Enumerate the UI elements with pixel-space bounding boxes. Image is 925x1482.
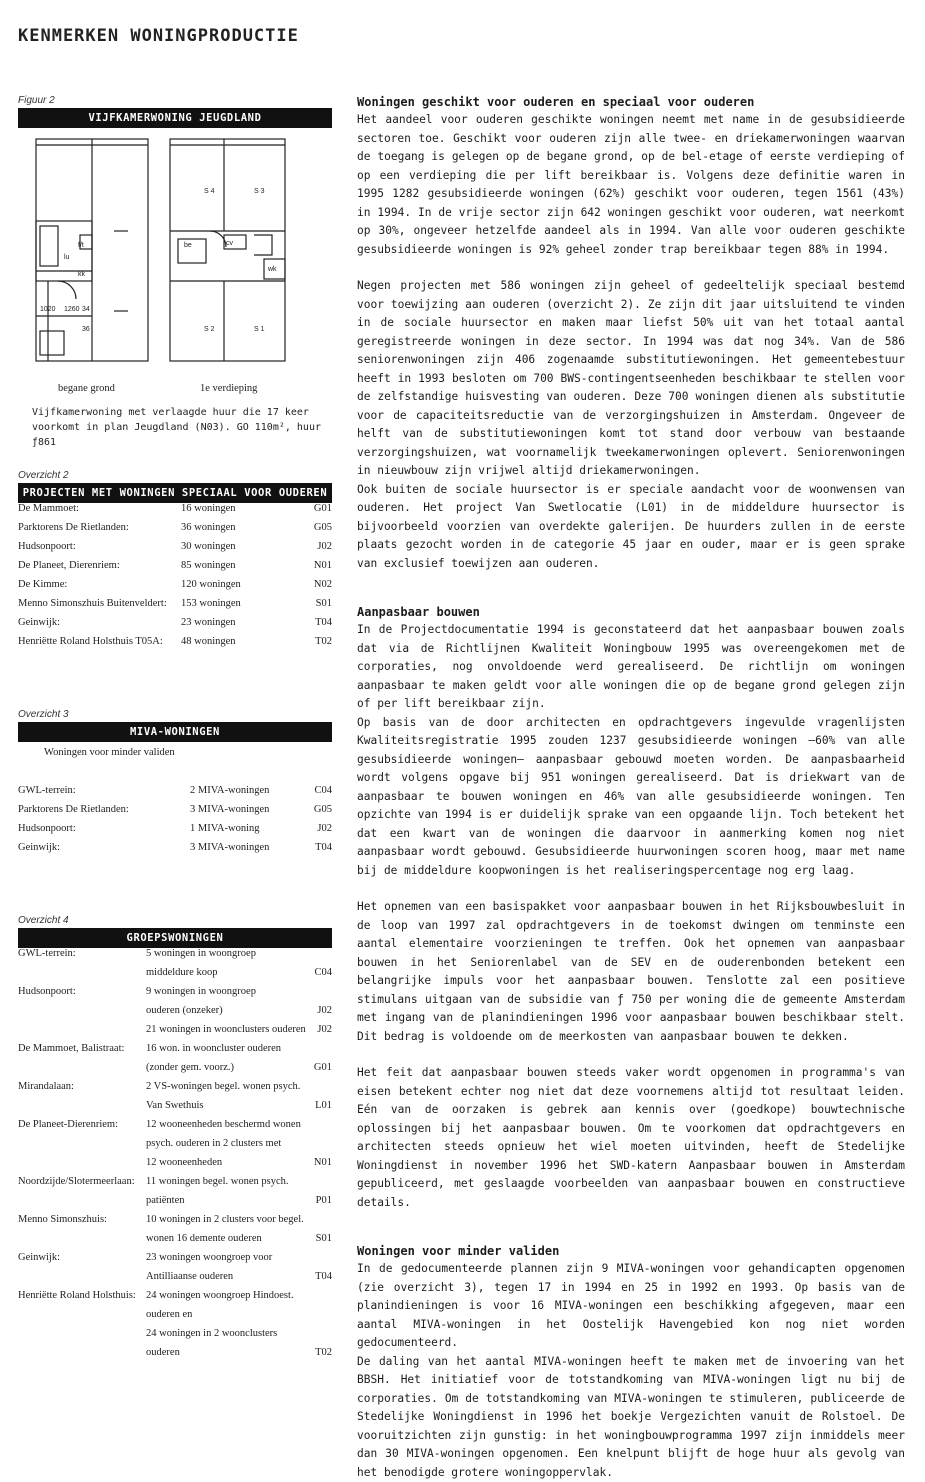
plan-caption-first: 1e verdieping [200, 383, 257, 394]
paragraph: In de gedocumenteerde plannen zijn 9 MIVA-woningen voor gehandicapten opgenomen (zie overzicht 3), tegen 17 in 1994 en 25 in 1992 en 1993. Op basis van de planindieningen is voor 16 MIVA-woningen een beschikking afgegeven, maar een aantal MIVA-woningen in het Oostelijk Havengebied kon nog niet worden gedocumenteerd. [357, 1260, 905, 1353]
room-label: 34 [82, 306, 90, 313]
table-row [18, 1271, 332, 1290]
cell-count: 30 woningen [181, 541, 291, 560]
cell-code: N02 [291, 579, 332, 598]
left-column [18, 95, 332, 1366]
room-label: be [184, 242, 192, 249]
room-label: S 2 [204, 326, 215, 333]
cell-name [18, 1024, 146, 1043]
table-row [18, 1119, 332, 1138]
cell-name [18, 1005, 146, 1024]
table-row [18, 804, 332, 823]
cell-count: 1 MIVA-woning [190, 823, 290, 842]
table-row [18, 617, 332, 636]
cell-code [308, 1214, 332, 1233]
table-row [18, 579, 332, 598]
table-row [18, 522, 332, 541]
table-row [18, 636, 332, 655]
cell-desc: 10 woningen in 2 clusters voor begel. [146, 1214, 308, 1233]
table-row [18, 1081, 332, 1100]
cell-name: Noordzijde/Slotermeerlaan: [18, 1176, 146, 1195]
cell-code [308, 1043, 332, 1062]
cell-code [308, 1081, 332, 1100]
cell-code: J02 [291, 541, 332, 560]
cell-code: P01 [308, 1195, 332, 1214]
cell-code: T02 [291, 636, 332, 655]
cell-desc: patiënten [146, 1195, 308, 1214]
table-row [18, 1309, 332, 1328]
floor-plans [18, 131, 332, 389]
table-row [18, 842, 332, 861]
cell-name: GWL-terrein: [18, 948, 146, 967]
cell-name: Geinwijk: [18, 617, 181, 636]
right-column [357, 93, 905, 1482]
cell-desc: ouderen (onzeker) [146, 1005, 308, 1024]
cell-name: De Mammoet: [18, 503, 181, 522]
section-heading: Woningen geschikt voor ouderen en speciaal voor ouderen [357, 93, 905, 111]
cell-code [308, 1328, 332, 1347]
room-label: S 1 [254, 326, 265, 333]
cell-count: 48 woningen [181, 636, 291, 655]
table-row [18, 986, 332, 1005]
table-row [18, 1233, 332, 1252]
cell-code: L01 [308, 1100, 332, 1119]
floor-plan-drawing [18, 131, 332, 381]
table-row [18, 1214, 332, 1233]
paragraph: Het aandeel voor ouderen geschikte woningen neemt met name in de gesubsidieerde sectoren toe. Geschikt voor ouderen zijn alle twee- en driekamerwoningen waarvan de toegang is gelegen op de begane grond, op de bel-etage of eerste verdieping of op een verdieping die per lift bereikbaar is. Volgens deze definitie waren in 1995 1282 gesubsidieerde woningen (62%) geschikt voor ouderen, tegen 1561 (43%) in 1994. In de vrije sector zijn 642 woningen geschikt voor ouderen, wat neerkomt op 30%, ongeveer hetzelfde aandeel als in 1994. Van alle voor ouderen geschikte gesubsidieerde woningen is 92% geheel zonder trap bereikbaar tegen 88% in 1994. [357, 111, 905, 259]
cell-name: De Planeet, Dierenriem: [18, 560, 181, 579]
cell-code: C04 [308, 967, 332, 986]
overzicht3-subtitle: Woningen voor minder validen [18, 742, 332, 785]
cell-code [308, 1138, 332, 1157]
cell-name: Parktorens De Rietlanden: [18, 804, 190, 823]
table-row [18, 560, 332, 579]
room-label: 1020 [40, 306, 56, 313]
cell-desc: 21 woningen in woonclusters ouderen [146, 1024, 308, 1043]
room-label: lu [64, 254, 70, 261]
room-label: cv [226, 240, 234, 247]
cell-code [308, 1309, 332, 1328]
cell-name: Geinwijk: [18, 842, 190, 861]
figure-label: Figuur 2 [18, 95, 332, 106]
table-row [18, 1100, 332, 1119]
cell-name [18, 1347, 146, 1366]
overzicht4-title: GROEPSWONINGEN [18, 928, 332, 948]
cell-code [308, 1176, 332, 1195]
cell-code: G01 [291, 503, 332, 522]
cell-desc: middeldure koop [146, 967, 308, 986]
cell-code: T04 [308, 1271, 332, 1290]
cell-code: T04 [291, 617, 332, 636]
cell-name: Henriëtte Roland Holsthuis T05A: [18, 636, 181, 655]
cell-name: GWL-terrein: [18, 785, 190, 804]
table-row [18, 823, 332, 842]
cell-count: 153 woningen [181, 598, 291, 617]
cell-desc: 5 woningen in woongroep [146, 948, 308, 967]
figure-title: VIJFKAMERWONING JEUGDLAND [18, 108, 332, 128]
cell-code: G01 [308, 1062, 332, 1081]
overzicht3-title: MIVA-WONINGEN [18, 722, 332, 742]
room-label: 36 [82, 326, 90, 333]
table-row [18, 1138, 332, 1157]
table-row [18, 1347, 332, 1366]
room-label: 1260 [64, 306, 80, 313]
cell-count: 2 MIVA-woningen [190, 785, 290, 804]
cell-desc: 2 VS-woningen begel. wonen psych. [146, 1081, 308, 1100]
table-row [18, 967, 332, 986]
page-title: KENMERKEN WONINGPRODUCTIE [18, 26, 299, 46]
overzicht2-title: PROJECTEN MET WONINGEN SPECIAAL VOOR OUDEREN [18, 483, 332, 503]
section-heading: Aanpasbaar bouwen [357, 603, 905, 621]
table-row [18, 1176, 332, 1195]
cell-code: S01 [308, 1233, 332, 1252]
cell-name [18, 1271, 146, 1290]
cell-desc: Van Swethuis [146, 1100, 308, 1119]
table-row [18, 1290, 332, 1309]
cell-code: J02 [308, 1024, 332, 1043]
table-row [18, 1043, 332, 1062]
cell-name [18, 1100, 146, 1119]
paragraph: In de Projectdocumentatie 1994 is geconstateerd dat het aanpasbaar bouwen zoals dat via de Richtlijnen Kwaliteit Woningbouw 1995 was overeengekomen met de corporaties, nog onvoldoende werd gerealiseerd. De richtlijn om woningen aanpasbaar te maken geldt voor alle woningen die op de begane grond gelegen zijn of per lift bereikbaar zijn. [357, 621, 905, 714]
table-row [18, 1005, 332, 1024]
cell-code [308, 1252, 332, 1271]
cell-desc: wonen 16 demente ouderen [146, 1233, 308, 1252]
cell-desc: psych. ouderen in 2 clusters met [146, 1138, 308, 1157]
table-row [18, 1157, 332, 1176]
cell-desc: 24 woningen woongroep Hindoest. [146, 1290, 308, 1309]
cell-count: 120 woningen [181, 579, 291, 598]
figure-caption: Vijfkamerwoning met verlaagde huur die 17 keer voorkomt in plan Jeugdland (N03). GO 110m², huur ƒ861 [18, 405, 332, 450]
room-label: wk [267, 266, 277, 273]
paragraph: Ook buiten de sociale huursector is er speciale aandacht voor de woonwensen van ouderen. Het project Van Swetlocatie (L01) in de middeldure huursector is bijvoorbeeld voorzien van overdekte galerijen. De huurders zullen in de eerste plaats gezocht worden in de categorie 45 jaar en ouder, maar er is geen sprake van exclusief toewijzen aan ouderen. [357, 481, 905, 574]
overzicht3-label: Overzicht 3 [18, 709, 332, 720]
table-row [18, 1024, 332, 1043]
cell-name [18, 1309, 146, 1328]
cell-name: Menno Simonszhuis: [18, 1214, 146, 1233]
cell-name: Hudsonpoort: [18, 541, 181, 560]
cell-count: 16 woningen [181, 503, 291, 522]
cell-desc: (zonder gem. voorz.) [146, 1062, 308, 1081]
cell-desc: 16 won. in wooncluster ouderen [146, 1043, 308, 1062]
cell-name [18, 967, 146, 986]
plan-caption-ground: begane grond [58, 383, 115, 394]
cell-code: J02 [290, 823, 332, 842]
cell-code: N01 [291, 560, 332, 579]
overzicht2-label: Overzicht 2 [18, 470, 332, 481]
cell-code: T02 [308, 1347, 332, 1366]
table-row [18, 1252, 332, 1271]
cell-desc: 24 woningen in 2 woonclusters [146, 1328, 308, 1347]
cell-code: T04 [290, 842, 332, 861]
cell-code [308, 1290, 332, 1309]
cell-code: N01 [308, 1157, 332, 1176]
cell-code: J02 [308, 1005, 332, 1024]
cell-count: 23 woningen [181, 617, 291, 636]
cell-code: G05 [291, 522, 332, 541]
cell-code [308, 948, 332, 967]
cell-name: Geinwijk: [18, 1252, 146, 1271]
table-row [18, 598, 332, 617]
table-row [18, 503, 332, 522]
room-label: S 3 [254, 188, 265, 195]
cell-code: G05 [290, 804, 332, 823]
table-row [18, 948, 332, 967]
cell-code [308, 1119, 332, 1138]
paragraph: Het feit dat aanpasbaar bouwen steeds vaker wordt opgenomen in programma's van eisen betekent echter nog niet dat deze voornemens altijd tot resultaat leiden. Eén van de oorzaken is gebrek aan kennis over (goedkope) bouwtechnische oplossingen bij het aanpasbaar bouwen. Om te voorkomen dat opdrachtgevers en architecten steeds opnieuw het wiel moeten uitvinden, heeft de Stedelijke Woningdienst in november 1996 het SWD-katern Aanpasbaar bouwen in Amsterdam gepubliceerd, met geslaagde voorbeelden van aanpasbaar bouwen en constructieve details. [357, 1064, 905, 1212]
table-row [18, 1195, 332, 1214]
cell-desc: ouderen en [146, 1309, 308, 1328]
cell-name [18, 1062, 146, 1081]
cell-code [308, 986, 332, 1005]
overzicht4-label: Overzicht 4 [18, 915, 332, 926]
paragraph: Op basis van de door architecten en opdrachtgevers ingevulde vragenlijsten Kwaliteitsregistratie 1995 zouden 1237 gesubsidieerde woningen –60% van alle gesubsidieerde woningen– aanpasbaar gebouwd moeten worden. De aanpasbaarheid wordt volgens opgave bij 951 woningen gerealiseerd. Dat is driekwart van de aanpasbaar te bouwen woningen en 46% van alle gesubsidieerde woningen. Ten opzichte van 1994 is er duidelijk sprake van een opgaande lijn. Toch betekent het dat een kwart van de woningen die daarvoor in aanmerking komen nog niet aanpasbaar wordt gebouwd. Gesubsidieerde huurwoningen scoren hoog, maar met name bij de middeldure koopwoningen is het realiseringspercentage nog erg laag. [357, 714, 905, 881]
cell-name: De Mammoet, Balistraat: [18, 1043, 146, 1062]
table-row [18, 785, 332, 804]
overzicht2-table [18, 503, 332, 655]
cell-desc: 23 woningen woongroep voor [146, 1252, 308, 1271]
overzicht4-table [18, 948, 332, 1366]
section-heading: Woningen voor minder validen [357, 1242, 905, 1260]
cell-desc: 11 woningen begel. wonen psych. [146, 1176, 308, 1195]
cell-desc: ouderen [146, 1347, 308, 1366]
cell-desc: 12 wooneenheden [146, 1157, 308, 1176]
room-label: S 4 [204, 188, 215, 195]
cell-count: 36 woningen [181, 522, 291, 541]
cell-desc: 9 woningen in woongroep [146, 986, 308, 1005]
cell-desc: Antilliaanse ouderen [146, 1271, 308, 1290]
cell-name [18, 1328, 146, 1347]
paragraph: De daling van het aantal MIVA-woningen heeft te maken met de invoering van het BBSH. Het initiatief voor de totstandkoming van MIVA-woningen ligt nu bij de corporaties. Om de totstandkoming van MIVA-woningen te stimuleren, publiceerde de Stedelijke Woningdienst in 1996 het boekje Vergezichten vanuit de Rolstoel. De vooruitzichten zijn gunstig: in het woningbouwprogramma 1997 zijn inmiddels meer dan 30 MIVA-woningen opgenomen. Een knelpunt blijft de hoge huur als gevolg van het benodigde grotere woningoppervlak. [357, 1353, 905, 1482]
room-label: f/t [78, 242, 84, 249]
cell-name: Mirandalaan: [18, 1081, 146, 1100]
cell-desc: 12 wooneenheden beschermd wonen [146, 1119, 308, 1138]
table-row [18, 1328, 332, 1347]
room-label: kk [78, 271, 86, 278]
cell-count: 3 MIVA-woningen [190, 842, 290, 861]
cell-code: S01 [291, 598, 332, 617]
cell-name [18, 1233, 146, 1252]
cell-name [18, 1138, 146, 1157]
cell-name: Hudsonpoort: [18, 986, 146, 1005]
cell-name: De Kimme: [18, 579, 181, 598]
paragraph: Het opnemen van een basispakket voor aanpasbaar bouwen in het Rijksbouwbesluit in de loop van 1997 zal opdrachtgevers in de toekomst dwingen om tenminste een aantal elementaire voorzieningen te treffen. Ook het opnemen van aanpasbaar bouwen in het Seniorenlabel van de SEV en de ouderenbonden betekent een belangrijke impuls voor het aanpasbaar bouwen. Tenslotte zal een positieve stimulans uitgaan van de subsidie van ƒ 750 per woning die de gemeente Amsterdam met ingang van de planindieningen 1996 voor aanpasbaar bouwen beschikbaar stelt. Dit bedrag is voldoende om de meerkosten van aanpasbaar bouwen te dekken. [357, 898, 905, 1046]
cell-name: Menno Simonszhuis Buitenveldert: [18, 598, 181, 617]
cell-name: Henriëtte Roland Holsthuis: [18, 1290, 146, 1309]
cell-name [18, 1157, 146, 1176]
table-row [18, 541, 332, 560]
cell-code: C04 [290, 785, 332, 804]
cell-name: Hudsonpoort: [18, 823, 190, 842]
cell-name [18, 1195, 146, 1214]
cell-name: Parktorens De Rietlanden: [18, 522, 181, 541]
paragraph: Negen projecten met 586 woningen zijn geheel of gedeeltelijk speciaal bestemd voor toewijzing aan ouderen (overzicht 2). Ze zijn dit jaar uitsluitend te vinden in de sociale huursector en maken maar liefst 50% uit van het totaal aantal geregistreerde woningen in deze sector. In 1994 was dat nog 34%. Van de 586 seniorenwoningen zijn 406 zogenaamde substitutiewoningen. Het gemeentebestuur heeft in 1993 besloten om 700 BWS-contingentseenheden beschikbaar te stellen voor de zelfstandige huisvesting van ouderen. Deze 700 woningen dienen als substitutie voor de capaciteitsreductie van de verzorgingshuizen in Amsterdam. Ongeveer de helft van de substitutiewoningen komt tot stand door verbouw van bestaande verzorgingshuizen, wat voornamelijk tweekamerwoningen oplevert. Seniorenwoningen in nieuwbouw zijn vrijwel altijd driekamerwoningen. [357, 277, 905, 481]
cell-count: 85 woningen [181, 560, 291, 579]
cell-count: 3 MIVA-woningen [190, 804, 290, 823]
overzicht3-table [18, 785, 332, 861]
cell-name: De Planeet-Dierenriem: [18, 1119, 146, 1138]
table-row [18, 1062, 332, 1081]
